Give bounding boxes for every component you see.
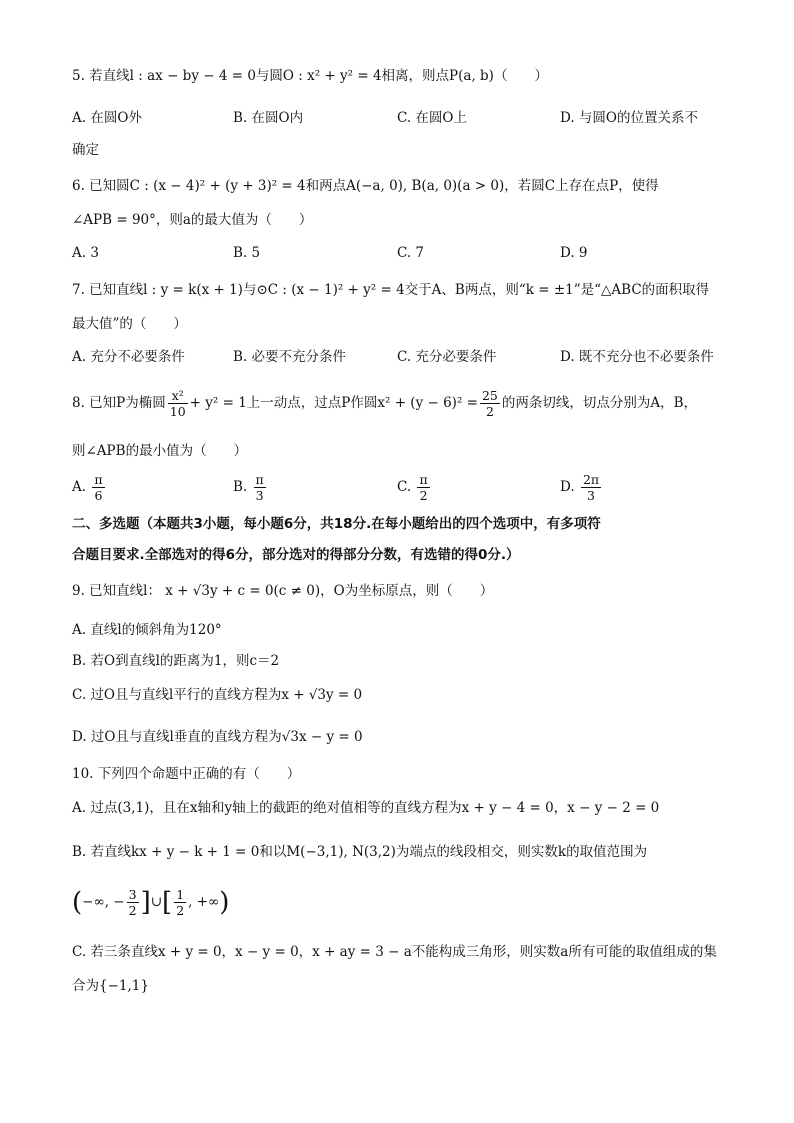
q6-option-b: B. 5 [233, 245, 261, 261]
close-bracket: ] [140, 887, 151, 918]
circle-denominator: 2 [485, 404, 494, 419]
q9-stem: 9. 已知直线l： x + √3y + c = 0(c ≠ 0)，O为坐标原点，则（ ） [72, 583, 494, 599]
section-heading-line2: 合题目要求.全部选对的得6分，部分选对的得部分分数，有选错的得0分.） [72, 547, 520, 563]
q9-option-d: D. 过O且与直线l垂直的直线方程为√3x − y = 0 [72, 729, 363, 745]
q10-option-a: A. 过点(3,1)，且在x轴和y轴上的截距的绝对值相等的直线方程为x + y − 4 = 0，x − y − 2 = 0 [72, 800, 660, 816]
q6-stem-line2: ∠APB = 90°，则a的最大值为（ ） [72, 212, 313, 228]
q8-option-d-num: 2π [582, 472, 600, 487]
q8-option-b [233, 470, 268, 504]
q8-option-d-label: D. [560, 479, 575, 495]
q10-stem: 10. 下列四个命题中正确的有（ ） [72, 766, 301, 782]
q8-option-d-fraction [581, 472, 601, 503]
q7-option-b: B. 必要不充分条件 [233, 349, 347, 365]
q8-option-a-den: 6 [94, 488, 103, 503]
q8-stem-pre: 8. 已知P为椭圆 [72, 395, 166, 411]
q9-option-b: B. 若O到直线l的距离为1，则c＝2 [72, 653, 280, 669]
q6-stem: 6. 已知圆C : (x − 4)² + (y + 3)² = 4和两点A(−a, 0), B(a, 0)(a > 0)，若圆C上存在点P，使得 [72, 178, 659, 194]
q9-option-a: A. 直线l的倾斜角为120° [72, 622, 222, 638]
range-right: , +∞ [188, 894, 220, 910]
q8-option-c-num: π [419, 472, 428, 487]
q8-option-c-den: 2 [419, 488, 428, 503]
q8-option-a-fraction [92, 472, 104, 503]
q10-option-b-range [72, 880, 229, 925]
q5-option-a: A. 在圆O外 [72, 110, 142, 126]
q7-option-a: A. 充分不必要条件 [72, 349, 185, 365]
q8-option-b-den: 3 [255, 488, 264, 503]
q10-option-c-continued: 合为{−1,1} [72, 978, 149, 994]
q7-stem-line2: 最大值”的（ ） [72, 316, 187, 332]
q5-option-c: C. 在圆O上 [397, 110, 467, 126]
open-bracket: [ [162, 887, 173, 918]
q8-stem-mid: + y² = 1上一动点，过点P作圆x² + (y − 6)² = [189, 395, 478, 411]
q7-stem: 7. 已知直线l : y = k(x + 1)与⊙C : (x − 1)² + y² = 4交于A、B两点，则“k = ±1”是“△ABC的面积取得 [72, 282, 710, 298]
q10-option-b: B. 若直线kx + y − k + 1 = 0和以M(−3,1), N(3,2)为端点的线段相交，则实数k的取值范围为 [72, 844, 648, 860]
q6-option-c: C. 7 [397, 245, 425, 261]
q8-stem-post: 的两条切线，切点分别为A，B， [501, 395, 698, 411]
section-heading-line1: 二、多选题（本题共3小题，每小题6分，共18分.在每小题给出的四个选项中，有多项符 [72, 516, 601, 532]
q8-option-c-fraction [417, 472, 429, 503]
q8-stem-line2: 则∠APB的最小值为（ ） [72, 443, 248, 459]
q8-option-b-num: π [255, 472, 264, 487]
circle-radius-fraction [480, 388, 500, 419]
q5-option-d-continued: 确定 [72, 142, 99, 158]
range-den-1: 2 [128, 903, 137, 918]
q7-option-c: C. 充分必要条件 [397, 349, 497, 365]
ellipse-numerator: x² [168, 388, 188, 404]
range-left: −∞, − [82, 894, 125, 910]
q8-stem [72, 386, 697, 420]
q8-option-b-label: B. [233, 479, 248, 495]
ellipse-fraction [168, 388, 188, 419]
q8-option-a-num: π [94, 472, 103, 487]
range-fraction-1 [127, 887, 139, 918]
q6-option-a: A. 3 [72, 245, 99, 261]
close-paren: ) [219, 887, 230, 918]
q8-option-b-fraction [254, 472, 266, 503]
q5-option-b: B. 在圆O内 [233, 110, 304, 126]
q6-option-d: D. 9 [560, 245, 588, 261]
q10-option-c: C. 若三条直线x + y = 0，x − y = 0，x + ay = 3 − a不能构成三角形，则实数a所有可能的取值组成的集 [72, 944, 717, 960]
range-fraction-2 [174, 887, 186, 918]
q8-option-d-den: 3 [587, 488, 595, 503]
ellipse-denominator: 10 [169, 404, 186, 419]
q9-option-c: C. 过O且与直线l平行的直线方程为x + √3y = 0 [72, 687, 363, 703]
range-den-2: 2 [176, 903, 185, 918]
q8-option-a-label: A. [72, 479, 87, 495]
range-num-1: 3 [128, 887, 137, 902]
q8-option-a [72, 470, 107, 504]
circle-numerator: 25 [481, 388, 498, 403]
q5-stem: 5. 若直线l : ax − by − 4 = 0与圆O : x² + y² = 4相离，则点P(a, b)（ ） [72, 68, 548, 84]
q7-option-d: D. 既不充分也不必要条件 [560, 349, 714, 365]
union-symbol: ∪ [150, 894, 163, 910]
open-paren: ( [72, 887, 83, 918]
q8-option-d [560, 470, 603, 504]
q8-option-c-label: C. [397, 479, 412, 495]
q8-option-c [397, 470, 432, 504]
range-num-2: 1 [176, 887, 185, 902]
q5-option-d: D. 与圆O的位置关系不 [560, 110, 698, 126]
